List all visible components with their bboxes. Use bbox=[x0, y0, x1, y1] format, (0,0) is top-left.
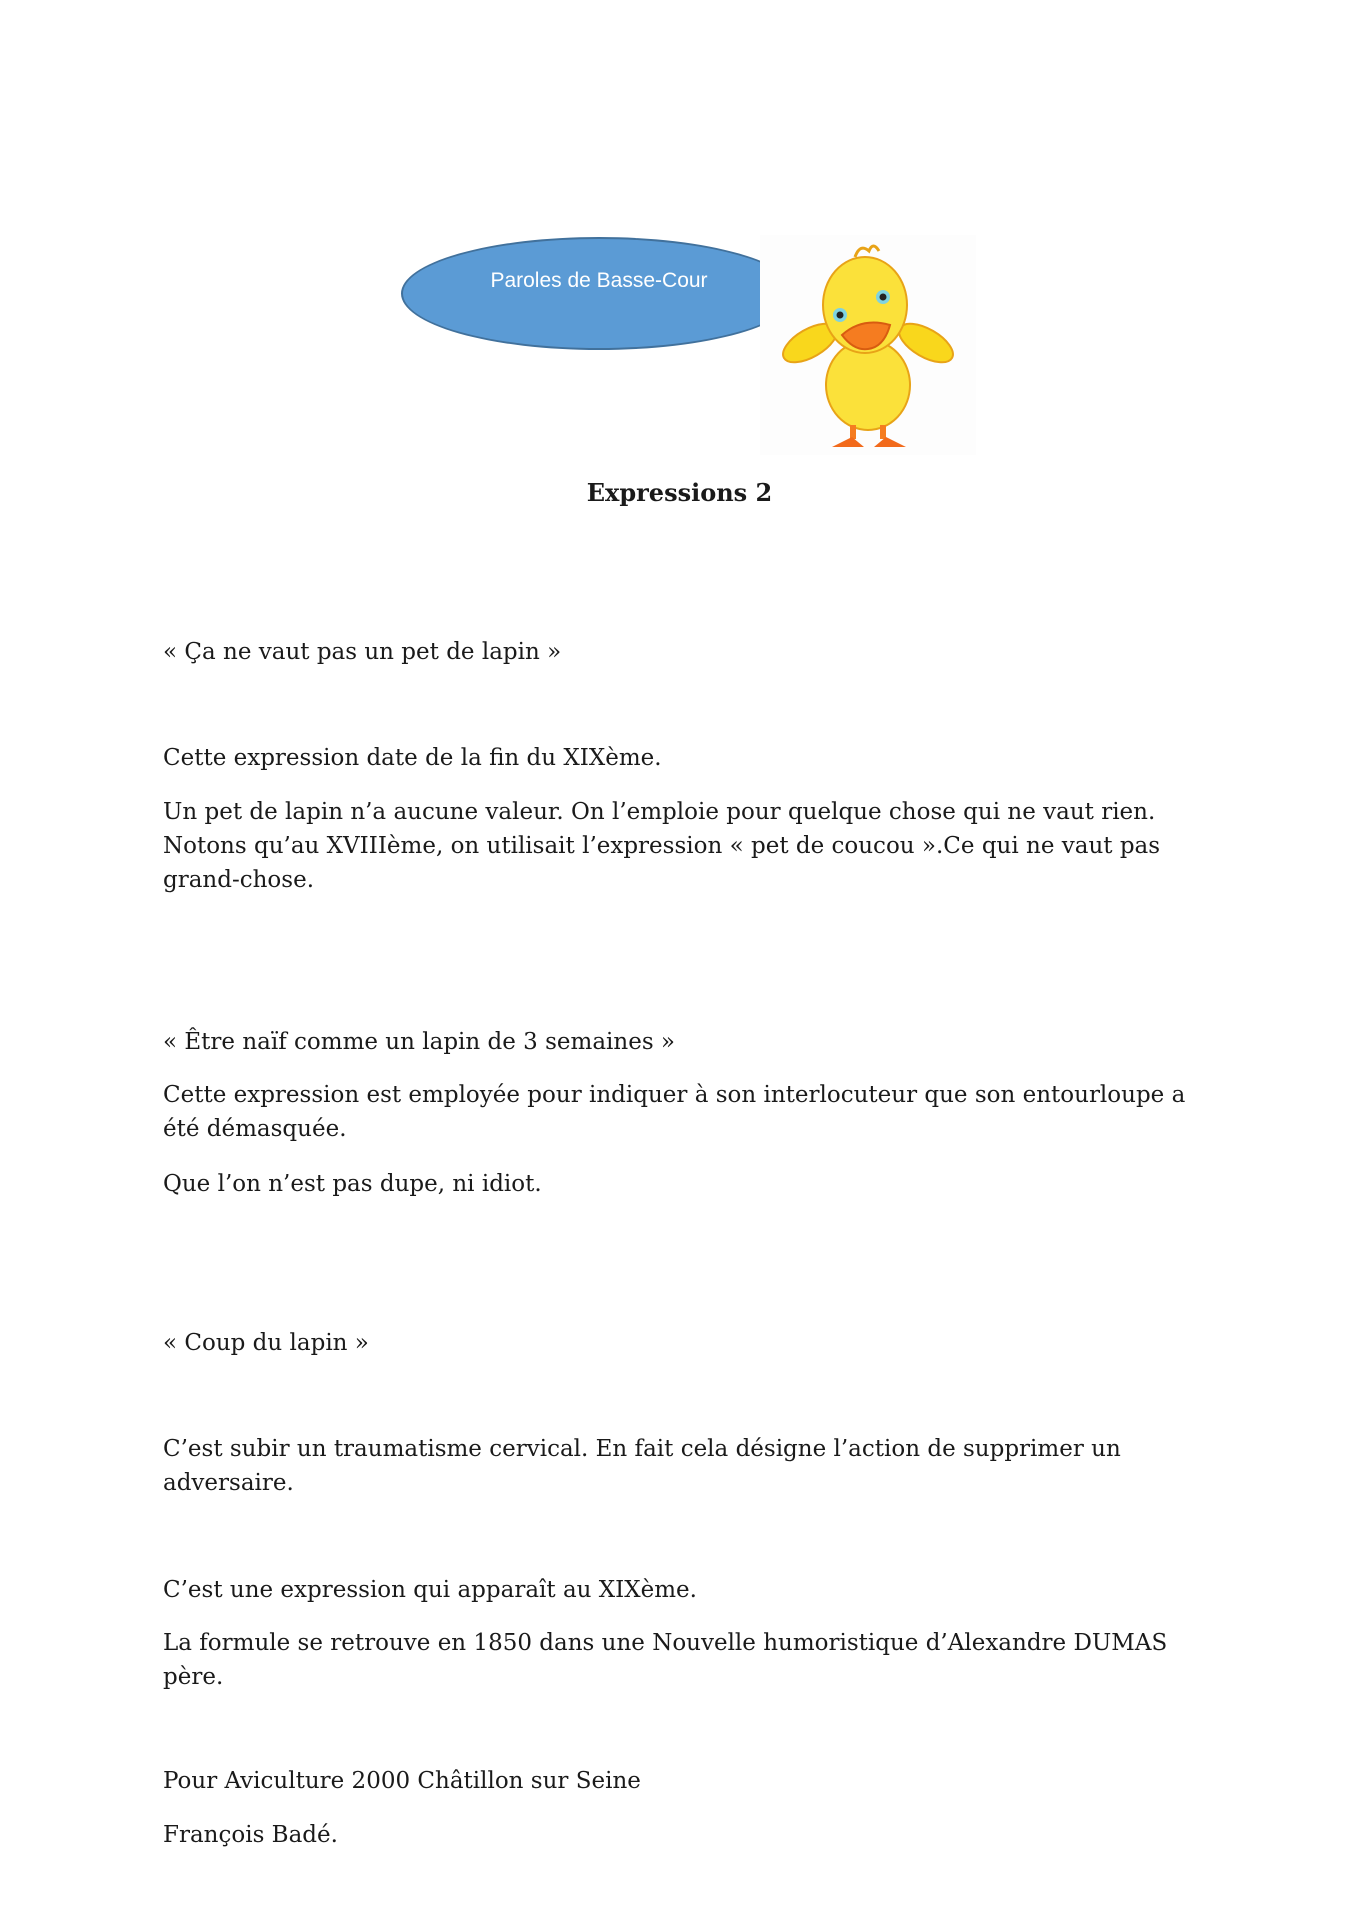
page-title: Expressions 2 bbox=[586, 478, 773, 507]
signature-author: François Badé. bbox=[163, 1822, 338, 1848]
section-heading: « Être naïf comme un lapin de 3 semaines » bbox=[163, 1029, 676, 1055]
banner-ellipse bbox=[401, 237, 797, 350]
banner-text: Paroles de Basse-Cour bbox=[490, 269, 708, 292]
paragraph: Cette expression est employée pour indiquer à son interlocuteur que son entourloupe a été démasquée. bbox=[163, 1082, 1186, 1142]
paragraph: Cette expression date de la fin du XIXème. bbox=[163, 745, 662, 771]
paragraph: La formule se retrouve en 1850 dans une Nouvelle humoristique d’Alexandre DUMAS père. bbox=[163, 1630, 1168, 1690]
paragraph: Un pet de lapin n’a aucune valeur. On l’emploie pour quelque chose qui ne vaut rien. Notons qu’au XVIIIème, on utilisait l’expression « pet de coucou ».Ce qui ne vaut pas grand-chose. bbox=[163, 799, 1161, 893]
paragraph: Que l’on n’est pas dupe, ni idiot. bbox=[163, 1171, 542, 1197]
section-heading: « Coup du lapin » bbox=[163, 1330, 369, 1356]
signature-organization: Pour Aviculture 2000 Châtillon sur Seine bbox=[163, 1768, 641, 1794]
duckling-icon bbox=[760, 235, 976, 455]
paragraph: C’est une expression qui apparaît au XIXème. bbox=[163, 1577, 697, 1603]
section-heading: « Ça ne vaut pas un pet de lapin » bbox=[163, 639, 562, 665]
paragraph: C’est subir un traumatisme cervical. En fait cela désigne l’action de supprimer un adversaire. bbox=[163, 1436, 1121, 1496]
